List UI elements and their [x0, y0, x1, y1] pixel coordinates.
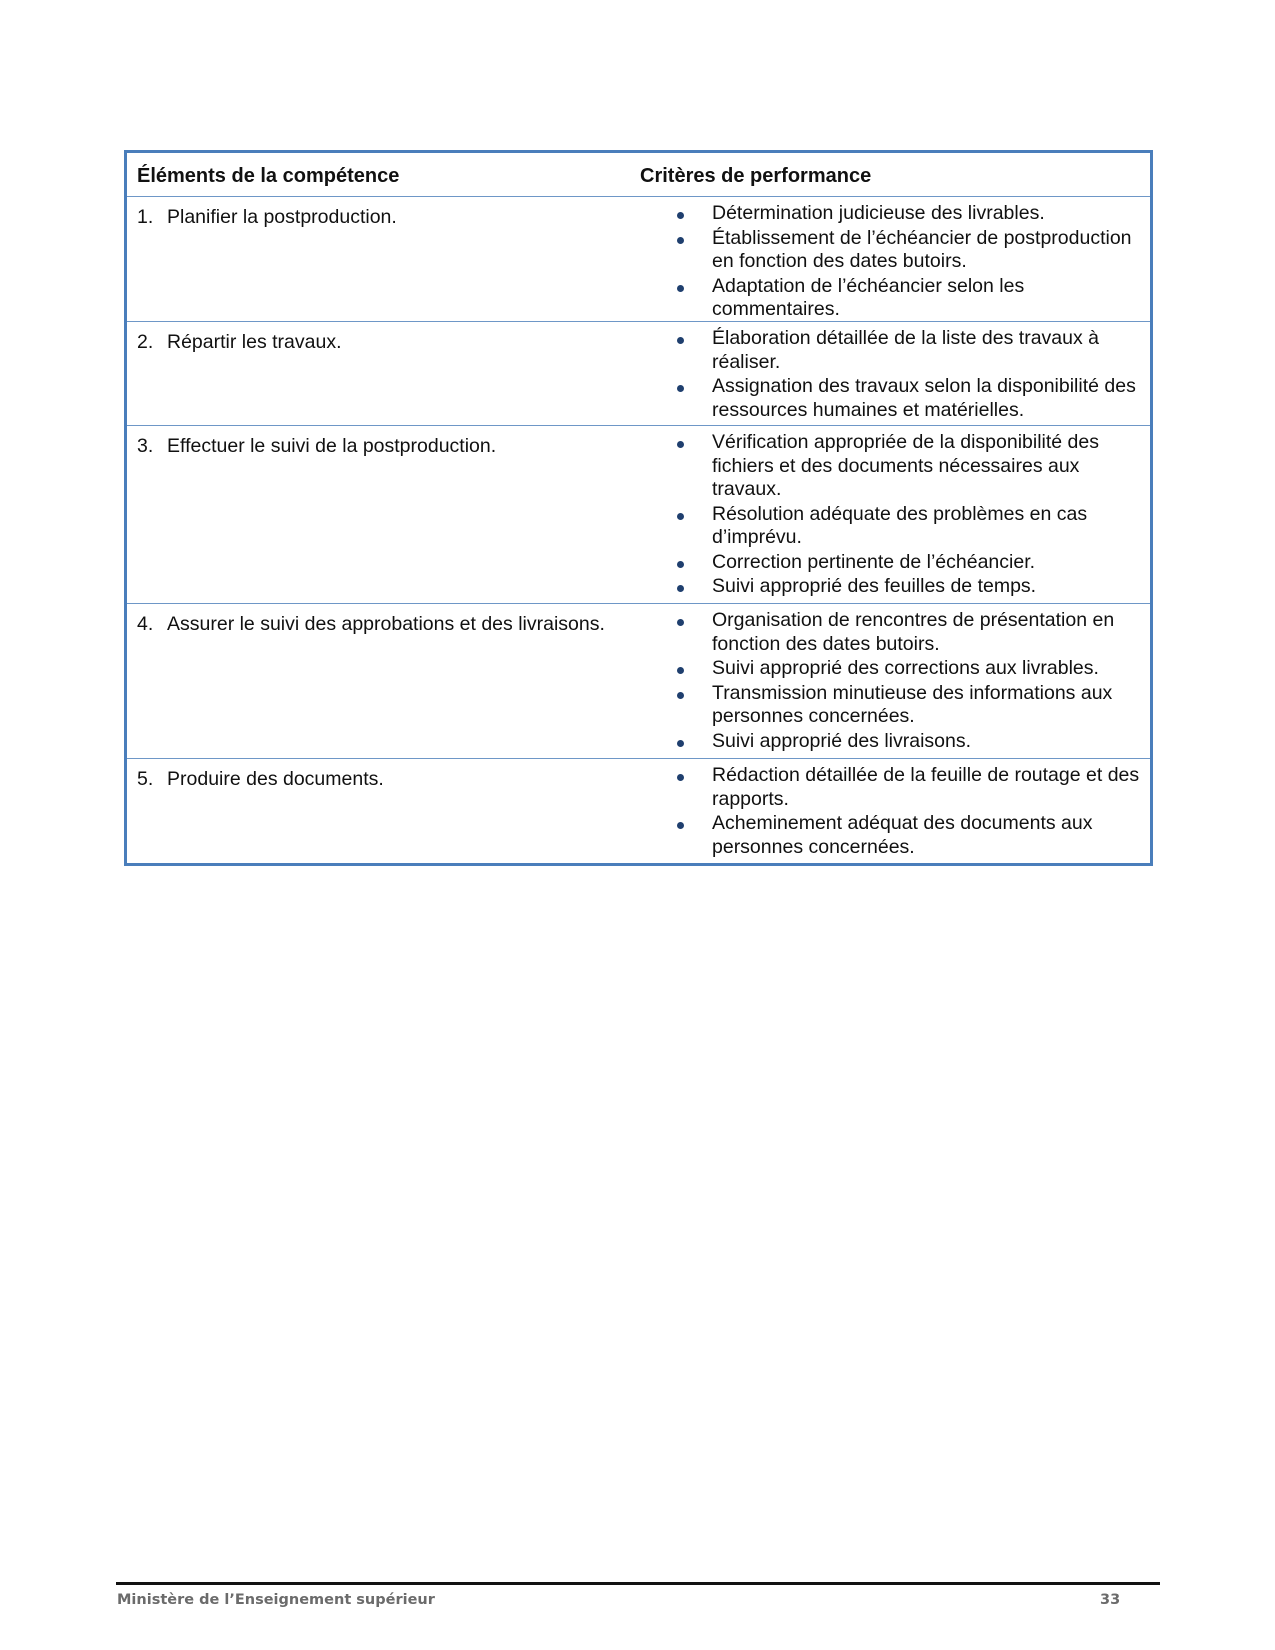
criteria-item [640, 327, 1142, 374]
criteria-text: Suivi approprié des livraisons. [712, 729, 972, 752]
element-number: 5. [137, 768, 154, 790]
footer-ministry: Ministère de l’Enseignement supérieur [117, 1592, 435, 1608]
bullet-icon [677, 774, 684, 781]
competency-table [124, 150, 1153, 866]
table-row [127, 604, 1150, 759]
criteria-item [640, 657, 1142, 681]
criteria-item [640, 431, 1142, 502]
bullet-icon [677, 513, 684, 520]
criteria-list [640, 327, 1142, 422]
criteria-item [640, 375, 1142, 422]
bullet-icon [677, 585, 684, 592]
criteria-cell [640, 426, 1150, 603]
criteria-text: Résolution adéquate des problèmes en cas d’imprévu. [712, 502, 1088, 548]
criteria-cell [640, 197, 1150, 321]
criteria-text: Transmission minutieuse des informations aux personnes concernées. [712, 681, 1113, 727]
criteria-list [640, 609, 1142, 753]
criteria-cell [640, 604, 1150, 758]
criteria-item [640, 812, 1142, 859]
bullet-icon [677, 822, 684, 829]
bullet-icon [677, 441, 684, 448]
criteria-list [640, 202, 1142, 322]
element-text: Planifier la postproduction. [167, 206, 397, 228]
criteria-text: Correction pertinente de l’échéancier. [712, 550, 1036, 573]
criteria-item [640, 609, 1142, 656]
bullet-icon [677, 385, 684, 392]
criteria-text: Acheminement adéquat des documents aux personnes concernées. [712, 812, 1093, 858]
table-header [127, 153, 1150, 197]
criteria-item [640, 275, 1142, 322]
element-text: Répartir les travaux. [167, 331, 342, 353]
criteria-text: Établissement de l’échéancier de postproduction en fonction des dates butoirs. [712, 226, 1132, 272]
element-cell [127, 604, 640, 758]
criteria-text: Détermination judicieuse des livrables. [712, 202, 1045, 224]
criteria-item [640, 202, 1142, 226]
table-row [127, 426, 1150, 604]
bullet-icon [677, 212, 684, 219]
bullet-icon [677, 561, 684, 568]
criteria-item [640, 682, 1142, 729]
bullet-icon [677, 237, 684, 244]
bullet-icon [677, 619, 684, 626]
criteria-text: Organisation de rencontres de présentation en fonction des dates butoirs. [712, 609, 1115, 655]
bullet-icon [677, 337, 684, 344]
element-cell [127, 426, 640, 603]
criteria-text: Rédaction détaillée de la feuille de routage et des rapports. [712, 764, 1140, 810]
element-text: Produire des documents. [167, 768, 384, 790]
table-row [127, 197, 1150, 322]
criteria-text: Élaboration détaillée de la liste des travaux à réaliser. [712, 327, 1099, 373]
element-cell [127, 197, 640, 321]
bullet-icon [677, 692, 684, 699]
criteria-list [640, 764, 1142, 859]
header-elements: Éléments de la compétence [137, 165, 400, 187]
criteria-item [640, 503, 1142, 550]
criteria-cell [640, 759, 1150, 863]
bullet-icon [677, 740, 684, 747]
bullet-icon [677, 285, 684, 292]
criteria-text: Suivi approprié des feuilles de temps. [712, 575, 1037, 597]
criteria-text: Assignation des travaux selon la disponibilité des ressources humaines et matérielles. [712, 375, 1136, 421]
criteria-item [640, 575, 1142, 599]
element-text: Assurer le suivi des approbations et des livraisons. [167, 613, 605, 635]
element-cell [127, 322, 640, 425]
criteria-item [640, 730, 1142, 754]
element-text: Effectuer le suivi de la postproduction. [167, 435, 497, 457]
criteria-item [640, 227, 1142, 274]
criteria-text: Vérification appropriée de la disponibilité des fichiers et des documents nécessaires aux travaux. [712, 431, 1099, 500]
criteria-item [640, 551, 1142, 575]
footer-rule [116, 1582, 1160, 1585]
bullet-icon [677, 667, 684, 674]
element-cell [127, 759, 640, 863]
criteria-cell [640, 322, 1150, 425]
criteria-item [640, 764, 1142, 811]
criteria-text: Adaptation de l’échéancier selon les commentaires. [712, 274, 1025, 320]
element-number: 4. [137, 613, 154, 635]
header-criteria: Critères de performance [640, 165, 872, 187]
criteria-list [640, 431, 1142, 599]
element-number: 2. [137, 331, 154, 353]
criteria-text: Suivi approprié des corrections aux livrables. [712, 657, 1099, 679]
element-number: 1. [137, 206, 154, 228]
page-number: 33 [1100, 1592, 1121, 1608]
table-row [127, 759, 1150, 863]
table-row [127, 322, 1150, 426]
element-number: 3. [137, 435, 154, 457]
